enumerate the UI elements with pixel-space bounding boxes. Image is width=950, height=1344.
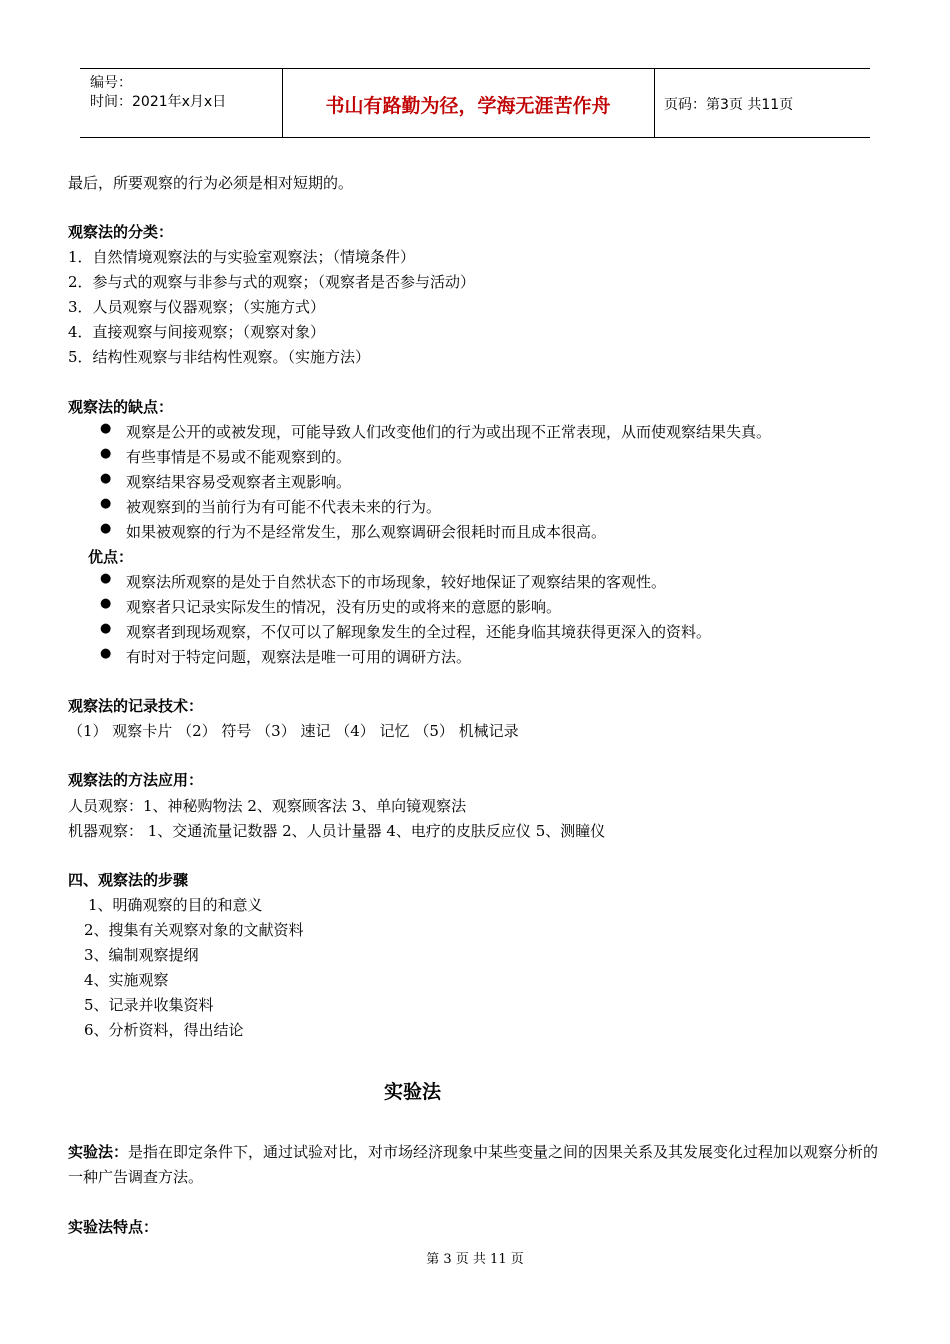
advantage-item: 有时对于特定问题，观察法是唯一可用的调研方法。	[126, 648, 472, 666]
bullet-icon: ●	[100, 596, 112, 611]
steps-heading: 四、观察法的步骤	[68, 871, 189, 889]
application-heading: 观察法的方法应用：	[68, 771, 204, 789]
intro-line: 最后，所要观察的行为必须是相对短期的。	[68, 174, 354, 192]
definition-text: 是指在即定条件下，通过试验对比，对市场经济现象中某些变量之间的因果关系及其发展变化过程加以观察分析的一种广告调查方法。	[68, 1143, 879, 1186]
disadvantage-item: 观察是公开的或被发现，可能导致人们改变他们的行为或出现不正常表现，从而使观察结果失真。	[126, 423, 772, 441]
definition-label: 实验法：	[68, 1143, 129, 1161]
disadvantage-item: 如果被观察的行为不是经常发生，那么观察调研会很耗时而且成本很高。	[126, 523, 607, 541]
experiment-definition	[68, 1140, 888, 1190]
bullet-icon: ●	[100, 571, 112, 586]
number-label: 编号：	[90, 75, 132, 91]
application-line: 机器观察： 1、交通流量记数器 2、人员计量器 4、电疗的皮肤反应仪 5、测瞳仪	[68, 822, 606, 840]
step-item: 1、明确观察的目的和意义	[88, 896, 263, 914]
disadvantages-heading: 观察法的缺点：	[68, 398, 174, 416]
application-line: 人员观察：1、神秘购物法 2、观察顾客法 3、单向镜观察法	[68, 797, 467, 815]
advantage-item: 观察者到现场观察，不仅可以了解现象发生的全过程，还能身临其境获得更深入的资料。	[126, 623, 712, 641]
features-heading: 实验法特点：	[68, 1218, 159, 1236]
header-page-cell	[655, 69, 870, 137]
recording-heading: 观察法的记录技术：	[68, 697, 204, 715]
classification-item: 4．直接观察与间接观察；（观察对象）	[68, 323, 326, 341]
page-footer: 第 3 页 共 11 页	[426, 1252, 524, 1267]
bullet-icon: ●	[100, 621, 112, 636]
bullet-icon: ●	[100, 521, 112, 536]
classification-item: 2．参与式的观察与非参与式的观察；（观察者是否参与活动）	[68, 273, 476, 291]
bullet-icon: ●	[100, 646, 112, 661]
bullet-icon: ●	[100, 496, 112, 511]
motto: 书山有路勤为径，学海无涯苦作舟	[325, 95, 611, 117]
disadvantage-item: 观察结果容易受观察者主观影响。	[126, 473, 352, 491]
section-title: 实验法	[383, 1081, 441, 1103]
step-item: 5、记录并收集资料	[84, 996, 214, 1014]
step-item: 6、分析资料，得出结论	[84, 1021, 244, 1039]
recording-line: （1） 观察卡片 （2） 符号 （3） 速记 （4） 记忆 （5） 机械记录	[68, 722, 519, 740]
classification-item: 1．自然情境观察法的与实验室观察法；（情境条件）	[68, 248, 416, 266]
bullet-icon: ●	[100, 471, 112, 486]
classification-heading: 观察法的分类：	[68, 223, 174, 241]
bullet-icon: ●	[100, 421, 112, 436]
classification-item: 5．结构性观察与非结构性观察。（实施方法）	[68, 348, 371, 366]
classification-item: 3．人员观察与仪器观察；（实施方式）	[68, 298, 326, 316]
step-item: 2、搜集有关观察对象的文献资料	[84, 921, 304, 939]
header-motto-cell	[282, 69, 655, 137]
advantages-heading: 优点：	[88, 548, 134, 566]
header-table	[80, 68, 870, 138]
disadvantage-item: 有些事情是不易或不能观察到的。	[126, 448, 352, 466]
bullet-icon: ●	[100, 446, 112, 461]
disadvantage-item: 被观察到的当前行为有可能不代表未来的行为。	[126, 498, 442, 516]
header-meta-cell	[80, 69, 283, 137]
step-item: 4、实施观察	[84, 971, 169, 989]
page-code: 页码：第3页 共11页	[664, 97, 794, 113]
step-item: 3、编制观察提纲	[84, 946, 199, 964]
advantage-item: 观察者只记录实际发生的情况，没有历史的或将来的意愿的影响。	[126, 598, 562, 616]
date-label: 时间：2021年x月x日	[90, 94, 227, 110]
advantage-item: 观察法所观察的是处于自然状态下的市场现象，较好地保证了观察结果的客观性。	[126, 573, 667, 591]
